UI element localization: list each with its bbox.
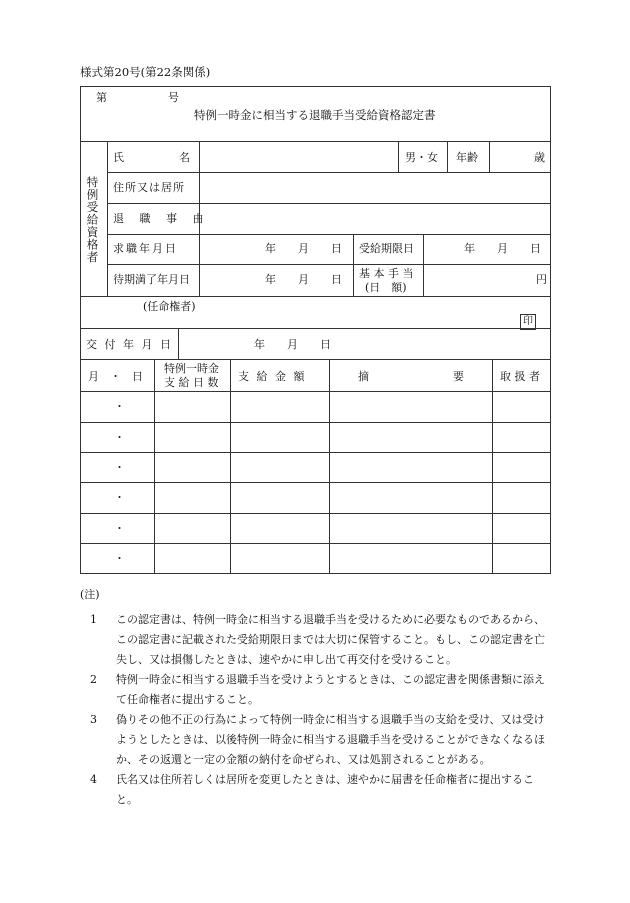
- divider: [80, 513, 551, 514]
- divider: [80, 359, 551, 360]
- job-application-date-value: 年 月 日: [265, 242, 342, 255]
- form-number: 様式第20号(第22条関係): [80, 65, 211, 79]
- divider: [80, 543, 551, 544]
- divider: [80, 391, 551, 392]
- note-number: 4: [90, 773, 97, 786]
- issue-date-value: 年 月 日: [254, 338, 331, 351]
- col-lump-days-subheader: 支 給 日 数: [164, 376, 219, 389]
- address-field[interactable]: [204, 177, 544, 199]
- issue-date-label: 交 付 年 月 日: [86, 338, 173, 351]
- note-number: 3: [90, 713, 97, 726]
- divider: [80, 422, 551, 423]
- address-label: 住所又は居所: [113, 181, 185, 194]
- divider: [492, 359, 493, 574]
- basic-allowance-sublabel: (日 額): [365, 281, 407, 294]
- divider: [80, 482, 551, 483]
- divider: [230, 359, 231, 574]
- divider: [80, 141, 551, 142]
- notes-section: [80, 586, 555, 810]
- notes-heading: (注): [80, 588, 100, 601]
- note-text: 偽りその他不正の行為によって特例一時金に相当する退職手当の支給を受け、又は受けようとしたときは、以後特例一時金に相当する退職手当を受けることができなくなるほか、その返還と一定の金額の納付を命ぜられ、又は処罰されることがある。: [116, 713, 545, 766]
- note-text: 特例一時金に相当する退職手当を受けようとするときは、この認定書を関係書類に添えて任命権者に提出すること。: [116, 673, 545, 706]
- note-item: [80, 670, 555, 710]
- divider: [80, 452, 551, 453]
- divider: [154, 359, 155, 574]
- col-summary-header: 摘: [358, 370, 369, 383]
- age-label: 年齢: [456, 151, 478, 164]
- certificate-number-prefix: 第: [96, 91, 107, 104]
- table-row: ・: [114, 491, 125, 504]
- waiting-end-date-label: 待期満了年月日: [113, 273, 190, 286]
- table-row: ・: [114, 400, 125, 413]
- divider: [107, 172, 551, 173]
- certificate-number-suffix: 号: [168, 91, 179, 104]
- note-text: この認定書は、特例一時金に相当する退職手当を受けるために必要なものであるから、この認定書に記載された受給期限日までは大切に保管すること。もし、この認定書を亡失し、又は損傷したときは、速やかに申し出て再交付を受けること。: [116, 613, 545, 666]
- job-application-date-label: 求職年月日: [113, 242, 178, 255]
- col-handler-header: 取 扱 者: [500, 370, 540, 383]
- divider: [353, 234, 354, 296]
- divider: [107, 203, 551, 204]
- note-number: 1: [90, 613, 97, 626]
- retirement-reason-field[interactable]: [204, 208, 544, 230]
- col-amount-header: 支 給 金 額: [238, 370, 307, 383]
- col-lump-days-header: 特例一時金: [164, 362, 219, 375]
- divider: [329, 359, 330, 574]
- divider: [398, 141, 399, 172]
- note-text: 氏名又は住所若しくは居所を変更したときは、速やかに届書を任命権者に提出すること。: [116, 773, 534, 806]
- qualified-person-section-label: 特例受給資格者: [85, 176, 100, 264]
- benefit-deadline-label: 受給期限日: [359, 242, 414, 255]
- basic-allowance-unit: 円: [536, 273, 547, 286]
- note-item: [80, 770, 555, 810]
- gender-label: 男・女: [405, 151, 438, 164]
- col-date-header: 月 ・ 日: [88, 370, 143, 383]
- note-item: [80, 610, 555, 670]
- waiting-end-date-value: 年 月 日: [265, 273, 342, 286]
- note-item: [80, 710, 555, 770]
- divider: [80, 328, 551, 329]
- benefit-deadline-value: 年 月 日: [464, 242, 541, 255]
- name-field[interactable]: [204, 146, 396, 168]
- table-row: ・: [114, 431, 125, 444]
- age-unit: 歳: [534, 151, 545, 164]
- table-row: ・: [114, 522, 125, 535]
- name-label: 氏 名: [113, 151, 190, 164]
- divider: [178, 328, 179, 359]
- table-row: ・: [114, 461, 125, 474]
- divider: [107, 264, 551, 265]
- table-row: ・: [114, 552, 125, 565]
- col-summary-header-end: 要: [453, 370, 464, 383]
- divider: [80, 296, 551, 297]
- seal-mark: 印: [520, 314, 536, 330]
- appointer-label: (任命権者): [143, 300, 196, 313]
- basic-allowance-label: 基 本 手 当: [359, 267, 414, 280]
- divider: [489, 141, 490, 172]
- divider: [423, 234, 424, 296]
- divider: [107, 141, 108, 296]
- divider: [107, 234, 551, 235]
- divider: [447, 141, 448, 172]
- retirement-reason-label: 退 職 事 由: [113, 212, 210, 225]
- note-number: 2: [90, 673, 97, 686]
- certificate-title: 特例一時金に相当する退職手当受給資格認定書: [194, 108, 436, 122]
